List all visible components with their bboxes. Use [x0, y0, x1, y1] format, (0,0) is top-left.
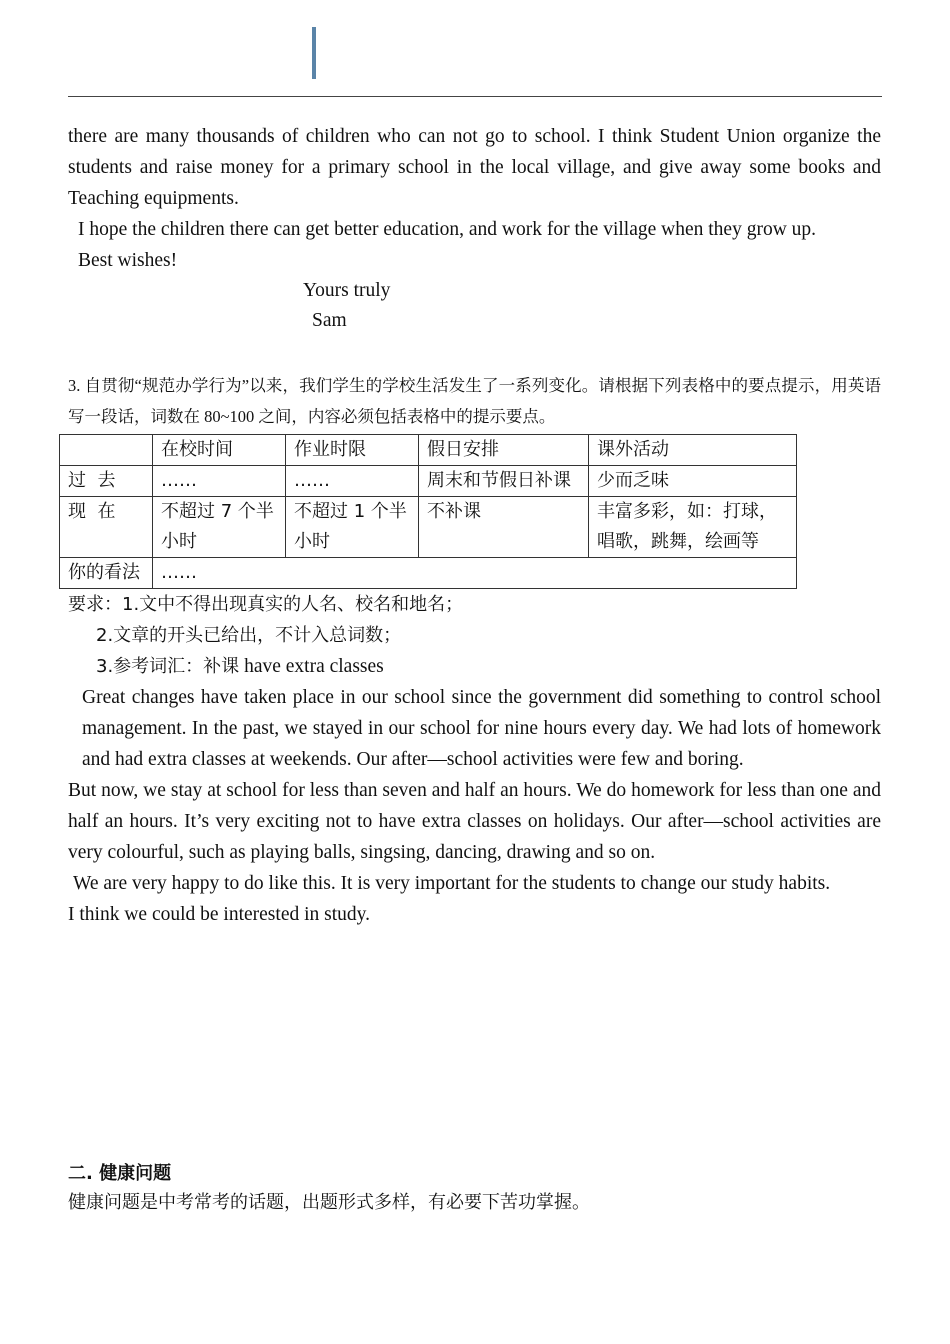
table-cell: 少而乏味	[589, 466, 797, 497]
letter-sign-line: Yours truly	[303, 280, 391, 301]
essay-paragraph-3: We are very happy to do like this. It is very important for the students to change our study habits.	[73, 873, 831, 894]
letter-paragraph-1: there are many thousands of children who can not go to school. I think Student Union organize the students and raise money for a primary school in the local village, and give away some books and Teaching equipments.	[68, 126, 881, 209]
table-cell: 不超过 1 个半小时	[286, 497, 419, 558]
table-row	[60, 497, 797, 558]
table-cell: ……	[286, 466, 419, 497]
essay-paragraph-1: Great changes have taken place in our school since the government did something to control school management. In the past, we stayed in our school for nine hours every day. We had lots of homework and had extra classes at weekends. Our after—school activities were few and boring.	[82, 687, 881, 770]
letter-closing: Best wishes!	[78, 250, 178, 271]
table-cell: 过 去	[60, 466, 153, 497]
table-cell: ……	[153, 466, 286, 497]
header-accent-bar	[312, 27, 316, 79]
table-cell: 不补课	[419, 497, 589, 558]
table-cell: 不超过 7 个半小时	[153, 497, 286, 558]
table-header-cell: 作业时限	[286, 435, 419, 466]
section-heading: 二. 健康问题	[68, 1163, 172, 1184]
table-cell: 周末和节假日补课	[419, 466, 589, 497]
table-cell: 现 在	[60, 497, 153, 558]
requirement-3	[68, 651, 881, 682]
table-cell-opinion-label: 你的看法	[60, 558, 153, 589]
page-content	[68, 121, 881, 930]
section-intro: 健康问题是中考常考的话题，出题形式多样，有必要下苦功掌握。	[68, 1192, 590, 1213]
table-header-row	[60, 435, 797, 466]
header-rule	[68, 96, 882, 97]
essay-paragraph-4: I think we could be interested in study.	[68, 904, 371, 925]
prompt-table	[59, 434, 797, 589]
table-row	[60, 466, 797, 497]
requirement-3-en: have extra classes	[239, 656, 384, 677]
table-header-cell: 假日安排	[419, 435, 589, 466]
table-header-cell	[60, 435, 153, 466]
table-row-opinion	[60, 558, 797, 589]
letter-sign-name: Sam	[312, 310, 347, 331]
requirement-1: 要求：1.文中不得出现真实的人名、校名和地名；	[68, 594, 464, 615]
requirement-3-cn: 3.参考词汇：补课	[96, 656, 240, 677]
table-header-cell: 在校时间	[153, 435, 286, 466]
letter-paragraph-2: I hope the children there can get better education, and work for the village when they grow up.	[78, 219, 817, 240]
question-3-prompt: 3. 自贯彻“规范办学行为”以来，我们学生的学校生活发生了一系列变化。请根据下列表格中的要点提示，用英语写一段话，词数在 80~100 之间，内容必须包括表格中的提示要点。	[68, 376, 881, 426]
table-header-cell: 课外活动	[589, 435, 797, 466]
requirement-2: 2.文章的开头已给出，不计入总词数；	[96, 625, 402, 646]
table-cell-opinion-value: ……	[153, 558, 797, 589]
table-cell: 丰富多彩，如：打球，唱歌，跳舞，绘画等	[589, 497, 797, 558]
essay-paragraph-2: But now, we stay at school for less than seven and half an hours. We do homework for less than one and half an hours. It’s very exciting not to have extra classes on holidays. Our after—school activities are very colourful, such as playing balls, singsing, dancing, drawing and so on.	[68, 780, 881, 863]
